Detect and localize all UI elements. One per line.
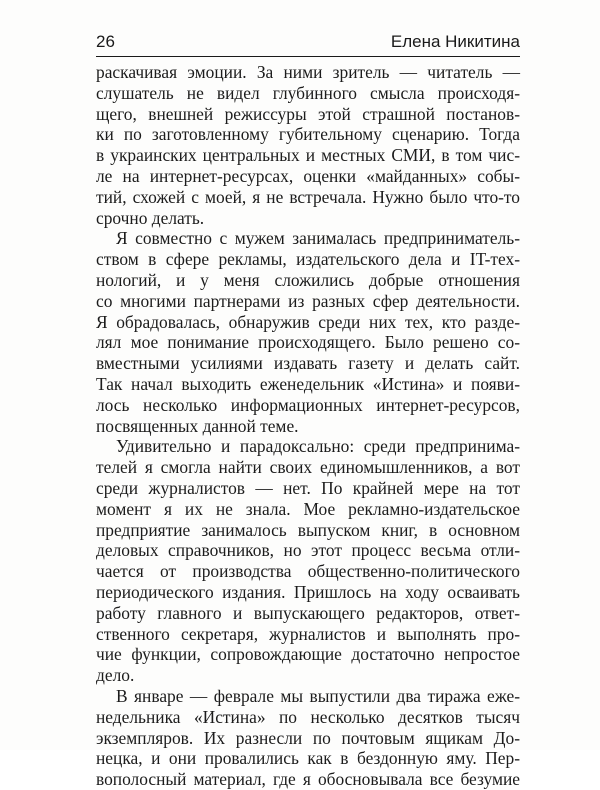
text-line: телей я смогла найти своих единомышленников, а вот [96,457,520,478]
text-line: вместными усилиями издавать газету и делать сайт. [96,353,520,374]
paragraph [96,686,520,790]
body-text [96,62,520,790]
author-name: Елена Никитина [390,32,520,51]
text-line: момент я их не знала. Мое рекламно-издательское [96,498,520,519]
text-line: экземпляров. Их разнесли по почтовым ящикам До- [96,727,520,748]
text-line: ки по заготовленному губительному сценарию. Тогда [96,124,520,145]
text-line: нологий, и у меня сложились добрые отношения [96,269,520,290]
text-line: раскачивая эмоции. За ними зритель — читатель — [96,62,520,82]
text-line: недельника «Истина» по несколько десятков тысяч [96,706,520,727]
text-line: дело. [96,665,135,686]
text-line: лял мое понимание происходящего. Было решено со- [96,332,520,353]
text-line: со многими партнерами из разных сфер деятельности. [96,290,520,311]
text-line: слушатель не видел глубинного смысла происходя- [96,82,520,103]
text-line: лось несколько информационных интернет-ресурсов, [96,394,520,415]
text-line: тий, схожей с моей, я не встречала. Нужно было что-то [96,186,520,207]
text-line: посвященных данной теме. [96,415,299,436]
text-line: нецка, и они провалились как в бездонную яму. Пер- [96,748,520,769]
page-number: 26 [96,32,115,51]
text-line: периодического издания. Пришлось на ходу осваивать [96,581,520,602]
text-line: ле на интернет-ресурсах, оценки «майданных» собы- [96,165,520,186]
text-line: Удивительно и парадоксально: среди предпринима- [116,436,520,457]
text-line: Так начал выходить еженедельник «Истина» и появи- [96,373,520,394]
text-line: в украинских центральных и местных СМИ, в том чис- [96,145,520,166]
text-line: деловых справочников, но этот процесс весьма отли- [96,540,520,561]
text-line: вополосный материал, где я обосновывала все безумие [96,769,520,790]
text-line: ством в сфере рекламы, издательского дела и IT-тех- [96,249,520,270]
text-line: ственного секретаря, журналистов и выполнять про- [96,623,520,644]
text-line: Я обрадовалась, обнаружив среди них тех, кто разде- [96,311,520,332]
text-line: чается от производства общественно-политического [96,561,520,582]
text-line: срочно делать. [96,207,205,228]
text-line: чие функции, сопровождающие достаточно непростое [96,644,520,665]
paragraph [96,62,520,228]
text-line: щего, внешней режиссуры этой страшной постанов- [96,103,520,124]
text-line: предприятие занималось выпуском книг, в основном [96,519,520,540]
text-line: В январе — феврале мы выпустили два тиража еже- [116,685,520,706]
text-line: среди журналистов — нет. По крайней мере на тот [96,477,520,498]
paragraph [96,228,520,436]
paragraph [96,436,520,686]
text-line: работу главного и выпускающего редакторов, ответ- [96,602,520,623]
text-line: Я совместно с мужем занималась предприниматель- [116,228,520,249]
running-header [96,28,520,57]
